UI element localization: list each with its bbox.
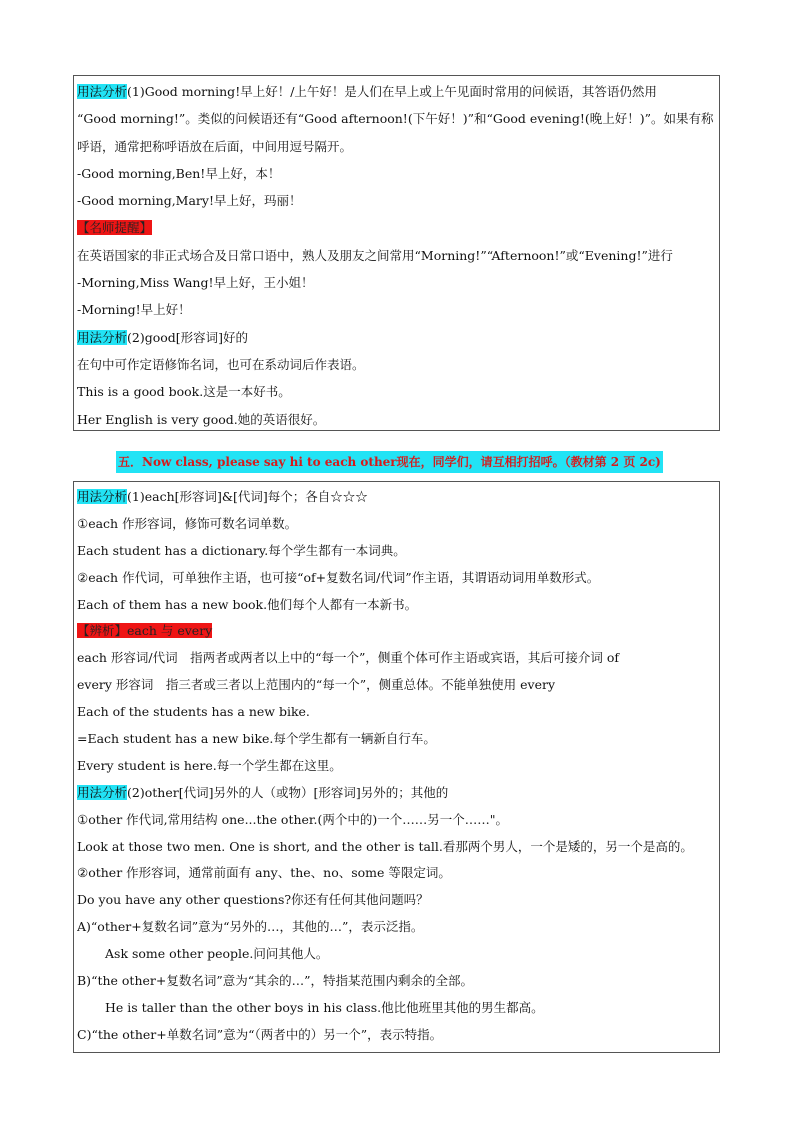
text-line: -Good morning,Ben!早上好，本！ — [77, 165, 281, 181]
text-line: Every student is here.每一个学生都在这里。 — [77, 757, 342, 773]
text-line: “Good morning!”。类似的问候语还有“Good afternoon!(下午好！)”和“Good evening!(晚上好！)”。如果有称 — [77, 111, 714, 127]
text-line: ①each 作形容词，修饰可数名词单数。 — [77, 515, 298, 531]
text-line: 用法分析(1)Good morning!早上好！/上午好！是人们在早上或上午见面时常用的问候语，其答语仍然用 — [77, 84, 657, 99]
usage-tag: 用法分析 — [77, 84, 128, 99]
text-line: Each of the students has a new bike. — [77, 704, 310, 720]
teacher-tip-tag: 【名师提醒】 — [77, 220, 153, 236]
text-line: =Each student has a new bike.每个学生都有一辆新自行车。 — [77, 731, 436, 747]
text-line: A)“other+复数名词”意为“另外的…，其他的…”，表示泛指。 — [77, 919, 424, 935]
usage-tag: 用法分析 — [77, 489, 128, 504]
usage-tag: 用法分析 — [77, 784, 128, 800]
text-line — [77, 214, 716, 241]
section-title: 五．Now class, please say hi to each other现在，同学们，请互相打招呼。（教材第 2 页 2c) — [116, 451, 663, 473]
text-line: ②other 作形容词，通常前面有 any、the、no、some 等限定词。 — [77, 865, 451, 881]
text-line: ②each 作代词，可单独作主语，也可接“of+复数名词/代词”作主语，其谓语动词用单数形式。 — [77, 569, 600, 585]
text-line: C)“the other+单数名词”意为“（两者中的）另一个”，表示特指。 — [77, 1026, 443, 1042]
text-line: Each of them has a new book.他们每个人都有一本新书。 — [77, 596, 418, 612]
text-line: -Good morning,Mary!早上好，玛丽！ — [77, 193, 302, 209]
text-line: each 形容词/代词 指两者或两者以上中的“每一个”，侧重个体可作主语或宾语，其后可接介词 of — [77, 650, 619, 666]
text-line: every 形容词 指三者或三者以上范围内的“每一个”，侧重总体。不能单独使用 every — [77, 677, 556, 693]
text-line: 用法分析(2)good[形容词]好的 — [77, 329, 249, 345]
text-line: 在英语国家的非正式场合及日常口语中，熟人及朋友之间常用“Morning!”“Afternoon!”或“Evening!”进行 — [77, 247, 673, 263]
text-line: ①other 作代词,常用结构 one...the other.(两个中的)一个……另一个……"。 — [77, 811, 509, 827]
text-line: Look at those two men. One is short, and the other is tall.看那两个男人，一个是矮的，另一个是高的。 — [77, 838, 693, 854]
text-line: He is taller than the other boys in his class.他比他班里其他的男生都高。 — [105, 999, 544, 1015]
text-line: Her English is very good.她的英语很好。 — [77, 411, 326, 427]
text-line: This is a good book.这是一本好书。 — [77, 384, 291, 400]
text-line: 用法分析(2)other[代词]另外的人（或物）[形容词]另外的；其他的 — [77, 784, 449, 800]
text-line: Each student has a dictionary.每个学生都有一本词典。 — [77, 542, 406, 558]
text-line: 呼语，通常把称呼语放在后面，中间用逗号隔开。 — [77, 138, 353, 154]
usage-box-2 — [73, 481, 720, 1053]
usage-tag: 用法分析 — [77, 329, 128, 345]
analysis-tag: 【辨析】each 与 every — [77, 623, 213, 639]
text-line: Do you have any other questions?你还有任何其他问题吗？ — [77, 892, 429, 908]
text-line: Ask some other people.问问其他人。 — [105, 946, 329, 962]
text-line: -Morning,Miss Wang!早上好，王小姐！ — [77, 275, 314, 291]
text-line: -Morning!早上好！ — [77, 302, 191, 318]
text-line: 用法分析(1)each[形容词]&[代词]每个；各自☆☆☆ — [77, 489, 368, 504]
text-line — [77, 618, 716, 645]
text-line: 在句中可作定语修饰名词，也可在系动词后作表语。 — [77, 356, 365, 372]
text-line: B)“the other+复数名词”意为“其余的…”，特指某范围内剩余的全部。 — [77, 973, 474, 989]
usage-box-1 — [73, 75, 720, 431]
